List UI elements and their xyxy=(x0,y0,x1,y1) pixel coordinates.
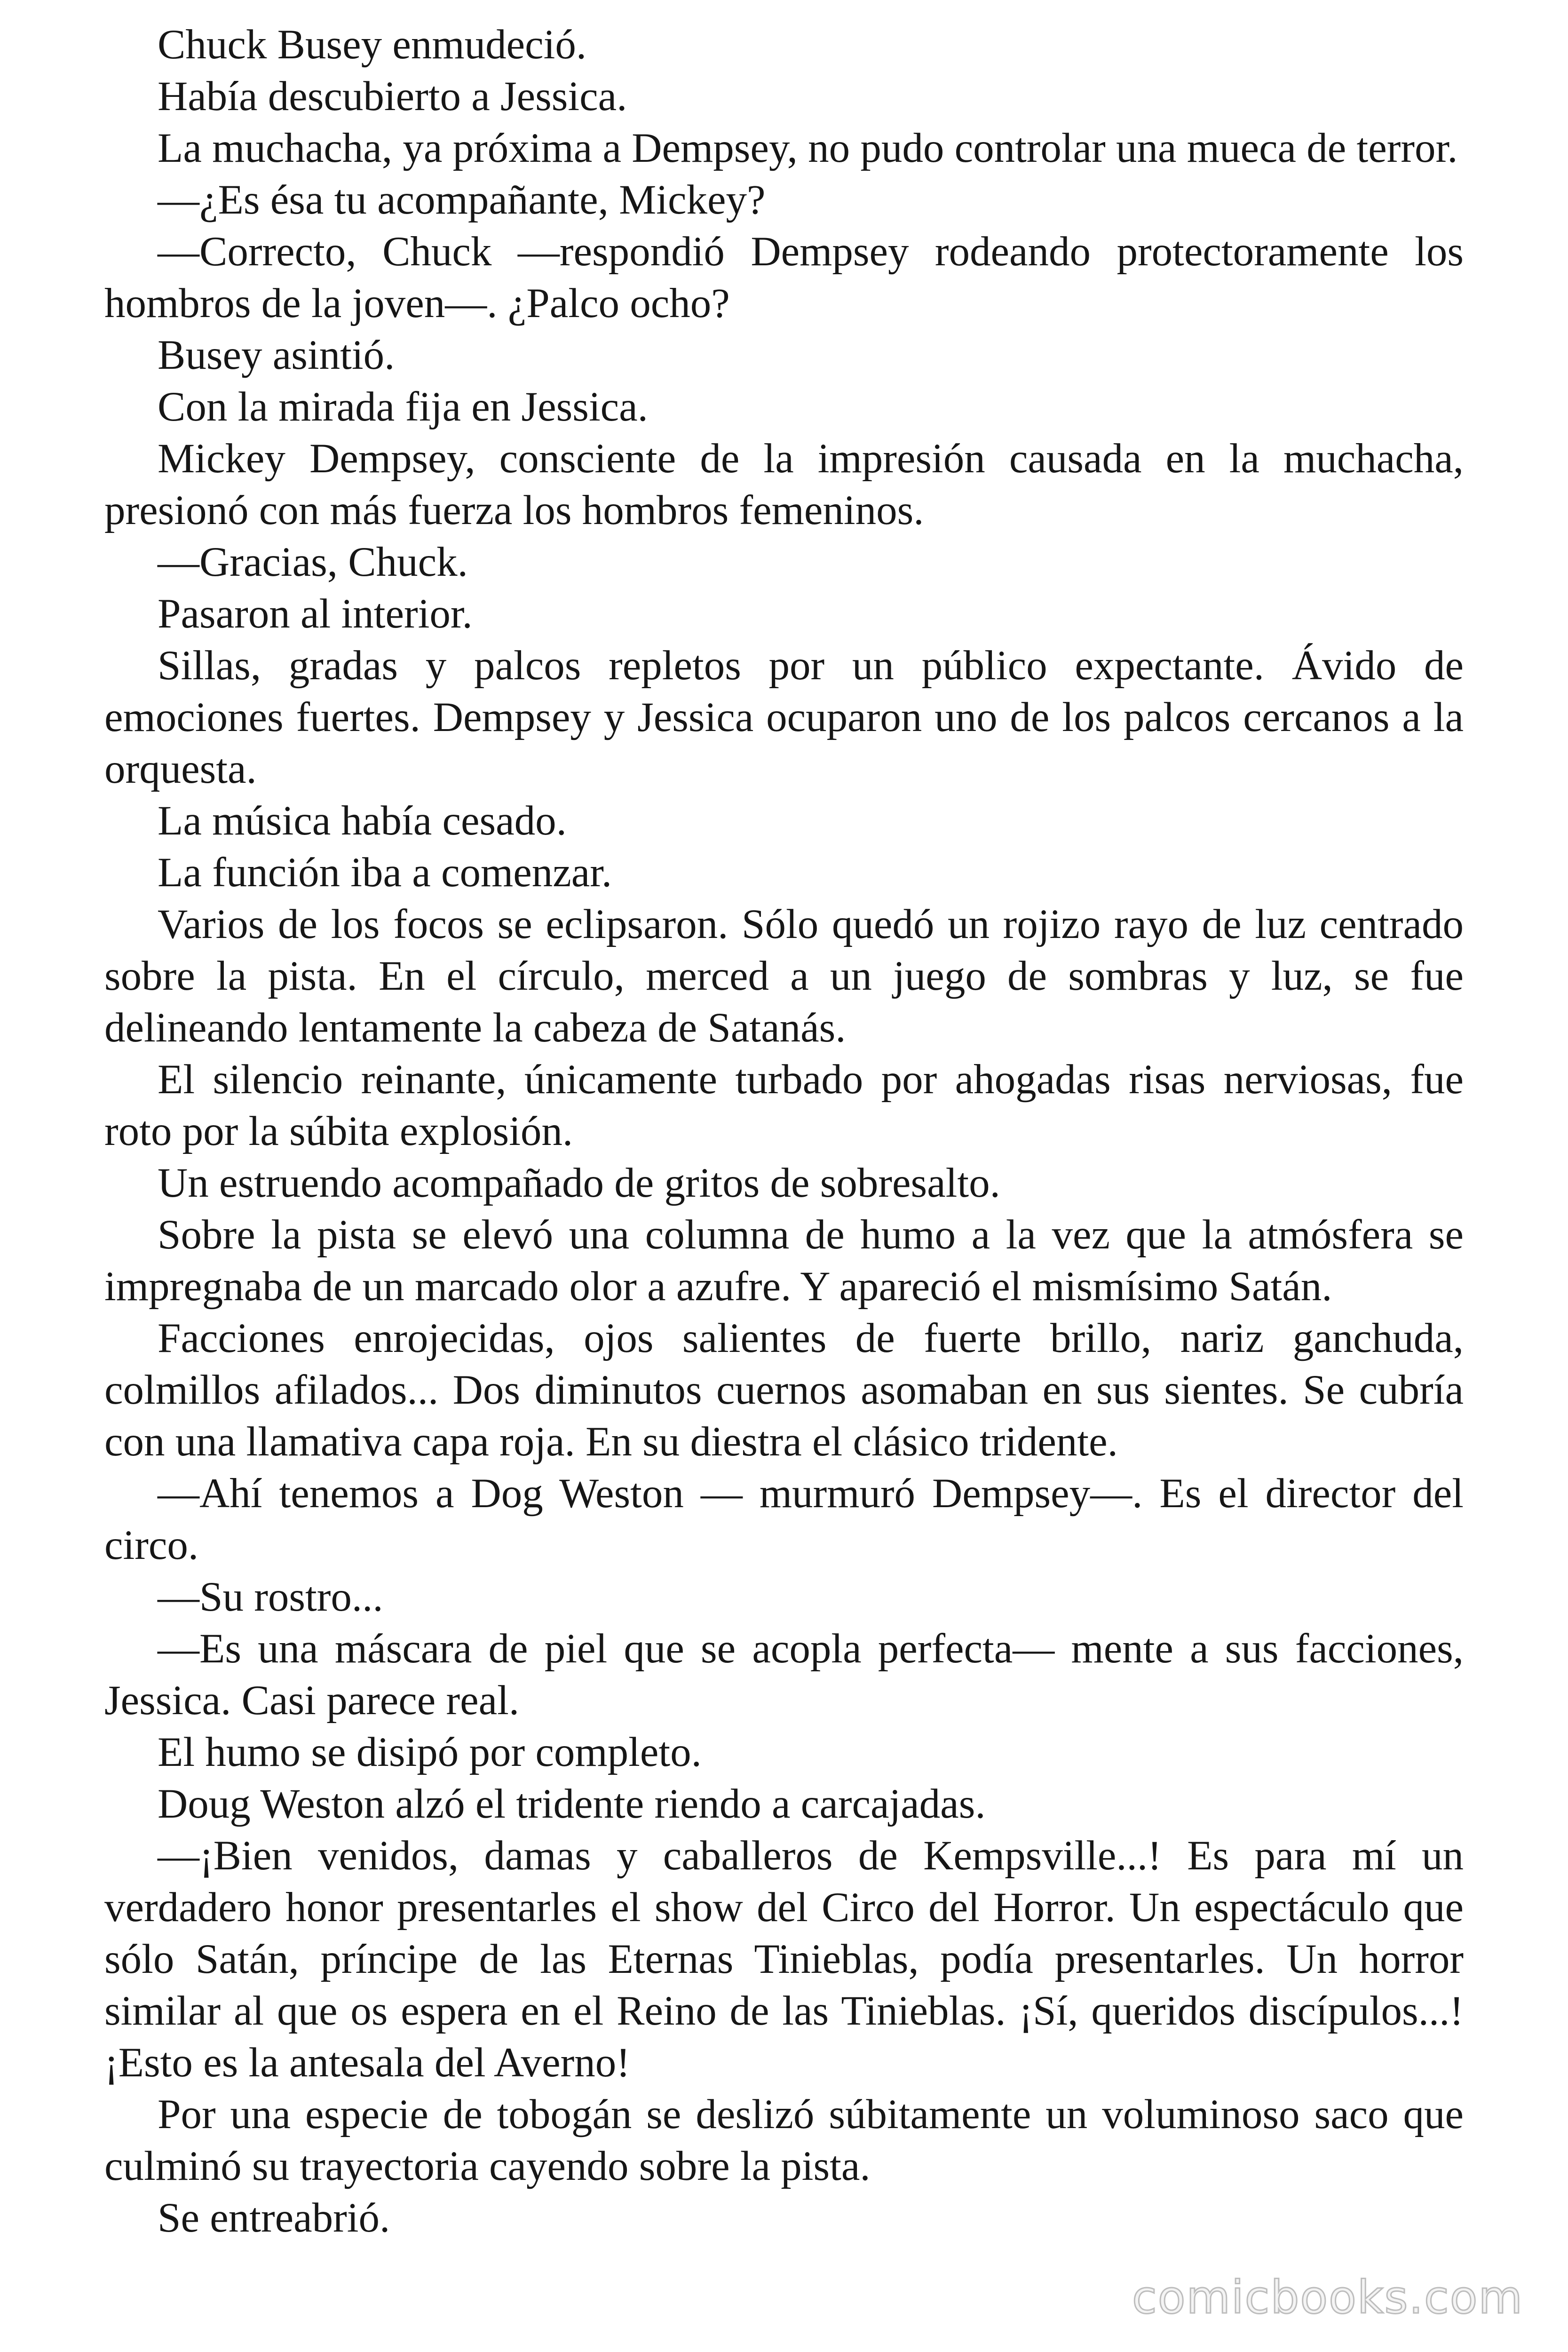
paragraph: —Su rostro... xyxy=(158,1574,383,1620)
paragraph: Doug Weston alzó el tridente riendo a carcajadas. xyxy=(158,1781,986,1827)
paragraph: Busey asintió. xyxy=(158,332,395,378)
paragraph: Facciones enrojecidas, ojos salientes de fuerte brillo, nariz ganchuda, colmillos afilados... Dos diminutos cuernos asomaban en sus sientes. Se cubría con una llamativa capa roja. En su diestra el clásico tridente. xyxy=(104,1315,1464,1465)
paragraph: La función iba a comenzar. xyxy=(158,850,612,896)
page-body xyxy=(104,19,1464,2244)
paragraph: Se entreabrió. xyxy=(158,2195,390,2241)
paragraph: Con la mirada fija en Jessica. xyxy=(158,384,648,430)
paragraph: La muchacha, ya próxima a Dempsey, no pudo controlar una mueca de terror. xyxy=(158,125,1458,171)
paragraph: Un estruendo acompañado de gritos de sobresalto. xyxy=(158,1160,1000,1206)
paragraph: —¿Es ésa tu acompañante, Mickey? xyxy=(158,177,766,223)
paragraph: Varios de los focos se eclipsaron. Sólo quedó un rojizo rayo de luz centrado sobre la pista. En el círculo, merced a un juego de sombras y luz, se fue delineando lentamente la cabeza de Satanás. xyxy=(104,901,1464,1051)
paragraph: —Gracias, Chuck. xyxy=(158,539,468,585)
paragraph: —Ahí tenemos a Dog Weston — murmuró Dempsey—. Es el director del circo. xyxy=(104,1470,1464,1568)
watermark: comicbooks.com xyxy=(1132,2271,1523,2324)
paragraph: Sillas, gradas y palcos repletos por un público expectante. Ávido de emociones fuertes. Dempsey y Jessica ocuparon uno de los palcos cercanos a la orquesta. xyxy=(104,643,1464,792)
paragraph: El silencio reinante, únicamente turbado por ahogadas risas nerviosas, fue roto por la súbita explosión. xyxy=(104,1057,1464,1154)
paragraph: La música había cesado. xyxy=(158,798,567,844)
paragraph: Había descubierto a Jessica. xyxy=(158,73,627,119)
paragraph: Por una especie de tobogán se deslizó súbitamente un voluminoso saco que culminó su trayectoria cayendo sobre la pista. xyxy=(104,2091,1464,2189)
paragraph: Chuck Busey enmudeció. xyxy=(158,22,587,68)
paragraph: El humo se disipó por completo. xyxy=(158,1729,702,1775)
paragraph: Mickey Dempsey, consciente de la impresión causada en la muchacha, presionó con más fuerza los hombros femeninos. xyxy=(104,436,1464,533)
paragraph: —Correcto, Chuck —respondió Dempsey rodeando protectoramente los hombros de la joven—. ¿Palco ocho? xyxy=(104,229,1464,326)
paragraph: —¡Bien venidos, damas y caballeros de Kempsville...! Es para mí un verdadero honor presentarles el show del Circo del Horror. Un espectáculo que sólo Satán, príncipe de las Eternas Tinieblas, podía presentarles. Un horror similar al que os espera en el Reino de las Tinieblas. ¡Sí, queridos discípulos...! ¡Esto es la antesala del Averno! xyxy=(104,1833,1464,2086)
paragraph: Sobre la pista se elevó una columna de humo a la vez que la atmósfera se impregnaba de un marcado olor a azufre. Y apareció el mismísimo Satán. xyxy=(104,1212,1464,1310)
paragraph: —Es una máscara de piel que se acopla perfecta— mente a sus facciones, Jessica. Casi parece real. xyxy=(104,1626,1464,1724)
paragraph: Pasaron al interior. xyxy=(158,591,473,637)
